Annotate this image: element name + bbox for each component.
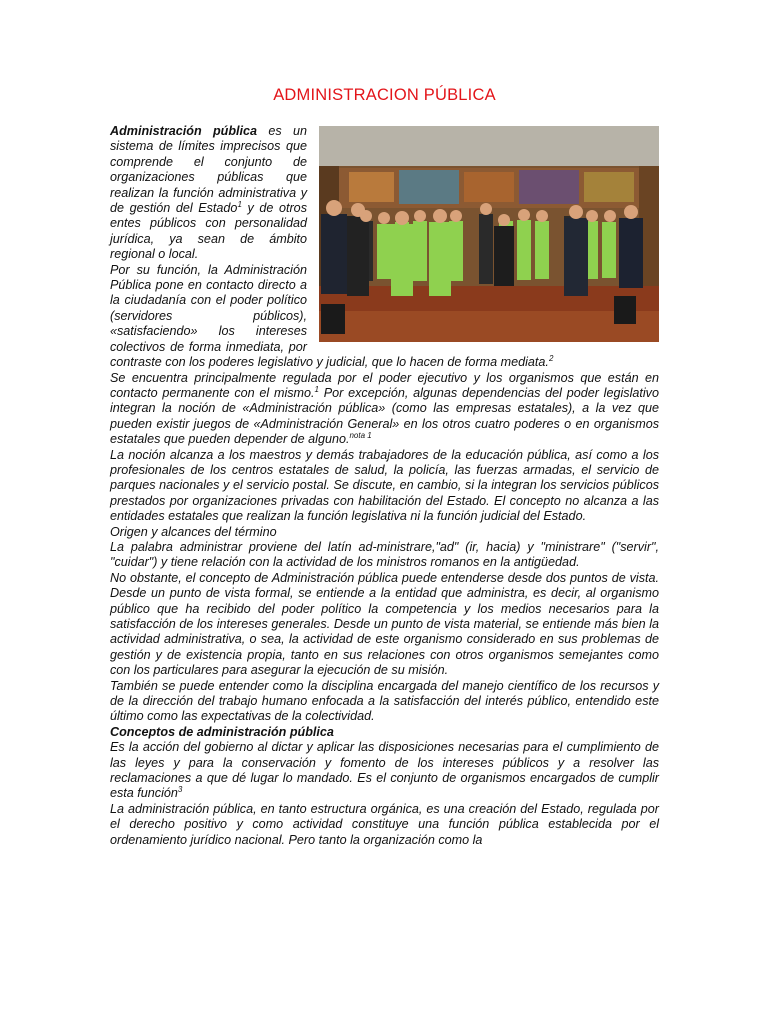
page-title: ADMINISTRACION PÚBLICA (273, 86, 496, 104)
body-text (110, 124, 659, 848)
paragraph-nocion: La noción alcanza a los maestros y demás trabajadores de la educación pública, así como a los profesionales de los centros estatales de salud, la policía, las fuerzas armadas, el servicio de parques nacionales y el servicio postal. Se discute, en cambio, si la integran los servicios públicos prestados por organizaciones privadas con habilitación del Estado. El concepto no alcanza a las entidades estatales que realizan la función legislativa ni la función judicial del Estado. (110, 447, 659, 524)
footnote-ref: nota 1 (349, 430, 372, 440)
heading-text: Conceptos de administración pública (110, 724, 334, 739)
paragraph-text: Por excepción, algunas dependencias del poder legislativo integran la noción de «Administración pública» (como las empresas estatales), a la vez que pueden existir juegos de «Administración General» en los otros cuatro poderes o en organismos estatales que pueden depender de alguno. (110, 385, 659, 447)
document-page (110, 86, 659, 848)
paragraph-text: Por su función, la Administración Pública pone en contacto directo a la ciudadanía con el poder político (servidores públicos), «satisfaciendo» los intereses colectivos de forma inmediata, por contraste con los poderes legislativo y judicial, que lo hacen de forma mediata. (110, 262, 549, 370)
footnote-ref: 3 (177, 785, 183, 795)
footnote-ref: 1 (314, 384, 319, 394)
paragraph-concepto: No obstante, el concepto de Administración pública puede entenderse desde dos puntos de vista. Desde un punto de vista formal, se entiende a la entidad que administra, es decir, al organismo público que ha recibido del poder político la competencia y los medios necesarios para la satisfacción de los intereses generales. Desde un punto de vista material, se entiende más bien la actividad administrativa, o sea, la actividad de este organismo considerado en sus problemas de gestión y de existencia propia, tanto en sus relaciones con otros organismos semejantes como con los particulares para asegurar la ejecución de su misión. (110, 570, 659, 678)
intro-text-2: y de otros entes públicos con personalidad jurídica, ya sean de ámbito regional o local. (110, 201, 307, 262)
heading-origen: Origen y alcances del término (110, 524, 277, 539)
paragraph-text: Se encuentra principalmente regulada por el poder ejecutivo y los organismos que están en contacto permanente con el mismo. (110, 370, 659, 400)
paragraph-accion (110, 740, 659, 802)
intro-text-1: es un sistema de límites imprecisos que comprende el conjunto de organizaciones públicas que realizan la función administrativa y de gestión del Estado (110, 124, 307, 216)
paragraph-text: Es la acción del gobierno al dictar y aplicar las disposiciones necesarias para el cumplimiento de las leyes y para la conservación y fomento de los intereses públicos y a resolver las reclamaciones a que dé lugar lo mandado. Es el conjunto de organismos encargados de cumplir esta función (110, 740, 659, 801)
intro-term: Administración pública (110, 124, 258, 138)
paragraph-disciplina: También se puede entender como la disciplina encargada del manejo científico de los recursos y de la dirección del trabajo humano enfocada a la satisfacción del interés público, entendido este último como las expectativas de la colectividad. (110, 678, 659, 724)
paragraph-estructura: La administración pública, en tanto estructura orgánica, es una creación del Estado, regulada por el derecho positivo y como actividad constituye una función pública establecida por el ordenamiento jurídico nacional. Pero tanto la organización como la (110, 801, 659, 847)
heading-conceptos (110, 725, 659, 740)
footnote-ref: 1 (237, 199, 242, 209)
paragraph-regulada (110, 371, 659, 448)
footnote-ref: 2 (548, 353, 554, 363)
paragraph-palabra: La palabra administrar proviene del latín ad-ministrare,"ad" (ir, hacia) y "ministrare" ("servir", "cuidar") y tiene relación con la actividad de los ministros romanos en la antigüedad. (110, 539, 659, 570)
group-photo (319, 126, 659, 342)
